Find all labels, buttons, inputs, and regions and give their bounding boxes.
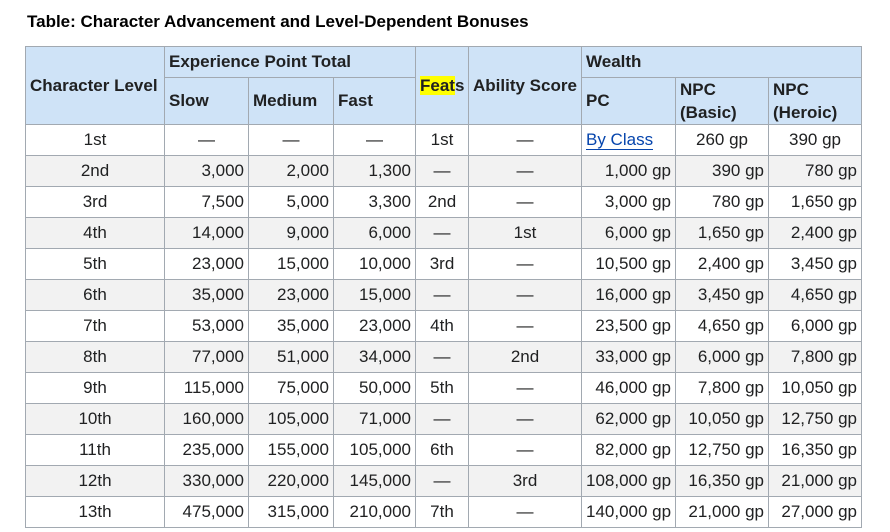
cell-slow: 160,000 bbox=[165, 404, 249, 435]
table-row bbox=[26, 249, 862, 280]
cell-feats: 4th bbox=[416, 311, 469, 342]
cell-ability: — bbox=[469, 125, 582, 156]
cell-ability: 1st bbox=[469, 218, 582, 249]
cell-pc bbox=[582, 125, 676, 156]
table-row bbox=[26, 466, 862, 497]
cell-level: 7th bbox=[26, 311, 165, 342]
cell-slow: 77,000 bbox=[165, 342, 249, 373]
cell-level: 13th bbox=[26, 497, 165, 528]
cell-medium: 5,000 bbox=[249, 187, 334, 218]
cell-npc-basic: 6,000 gp bbox=[676, 342, 769, 373]
cell-slow: 35,000 bbox=[165, 280, 249, 311]
header-medium: Medium bbox=[249, 78, 334, 125]
cell-level: 6th bbox=[26, 280, 165, 311]
cell-fast: 1,300 bbox=[334, 156, 416, 187]
cell-npc-basic: 780 gp bbox=[676, 187, 769, 218]
cell-level: 12th bbox=[26, 466, 165, 497]
table-row bbox=[26, 497, 862, 528]
cell-npc-basic: 16,350 gp bbox=[676, 466, 769, 497]
cell-medium: 75,000 bbox=[249, 373, 334, 404]
cell-npc-basic: 260 gp bbox=[676, 125, 769, 156]
cell-npc-heroic: 27,000 gp bbox=[769, 497, 862, 528]
header-xp-total: Experience Point Total bbox=[165, 47, 416, 78]
header-pc: PC bbox=[582, 78, 676, 125]
cell-slow: 7,500 bbox=[165, 187, 249, 218]
cell-medium: 315,000 bbox=[249, 497, 334, 528]
header-slow: Slow bbox=[165, 78, 249, 125]
table-row bbox=[26, 187, 862, 218]
cell-feats: — bbox=[416, 404, 469, 435]
cell-npc-basic: 390 gp bbox=[676, 156, 769, 187]
table-row bbox=[26, 125, 862, 156]
cell-level: 8th bbox=[26, 342, 165, 373]
cell-feats: 3rd bbox=[416, 249, 469, 280]
cell-level: 9th bbox=[26, 373, 165, 404]
cell-npc-heroic: 21,000 gp bbox=[769, 466, 862, 497]
cell-fast: 10,000 bbox=[334, 249, 416, 280]
cell-fast: 71,000 bbox=[334, 404, 416, 435]
cell-medium: 23,000 bbox=[249, 280, 334, 311]
cell-fast: 50,000 bbox=[334, 373, 416, 404]
cell-pc: 23,500 gp bbox=[582, 311, 676, 342]
cell-medium: — bbox=[249, 125, 334, 156]
cell-ability: — bbox=[469, 187, 582, 218]
cell-pc: 10,500 gp bbox=[582, 249, 676, 280]
header-wealth: Wealth bbox=[582, 47, 862, 78]
cell-medium: 15,000 bbox=[249, 249, 334, 280]
cell-ability: — bbox=[469, 249, 582, 280]
table-caption: Table: Character Advancement and Level-Dependent Bonuses bbox=[27, 12, 529, 31]
table-row bbox=[26, 435, 862, 466]
header-feats bbox=[416, 47, 469, 125]
cell-slow: 23,000 bbox=[165, 249, 249, 280]
cell-slow: 330,000 bbox=[165, 466, 249, 497]
cell-level: 1st bbox=[26, 125, 165, 156]
cell-fast: 23,000 bbox=[334, 311, 416, 342]
table-row bbox=[26, 373, 862, 404]
cell-npc-heroic: 12,750 gp bbox=[769, 404, 862, 435]
cell-npc-heroic: 390 gp bbox=[769, 125, 862, 156]
cell-pc: 1,000 gp bbox=[582, 156, 676, 187]
cell-feats: 7th bbox=[416, 497, 469, 528]
cell-pc: 62,000 gp bbox=[582, 404, 676, 435]
cell-feats: 5th bbox=[416, 373, 469, 404]
cell-fast: 210,000 bbox=[334, 497, 416, 528]
cell-fast: 145,000 bbox=[334, 466, 416, 497]
cell-level: 10th bbox=[26, 404, 165, 435]
cell-slow: 14,000 bbox=[165, 218, 249, 249]
cell-feats: — bbox=[416, 342, 469, 373]
header-npc-heroic: NPC (Heroic) bbox=[769, 78, 862, 125]
cell-feats: — bbox=[416, 280, 469, 311]
cell-medium: 105,000 bbox=[249, 404, 334, 435]
cell-ability: — bbox=[469, 497, 582, 528]
cell-slow: 115,000 bbox=[165, 373, 249, 404]
cell-npc-heroic: 1,650 gp bbox=[769, 187, 862, 218]
table-row bbox=[26, 342, 862, 373]
cell-feats: 1st bbox=[416, 125, 469, 156]
cell-level: 5th bbox=[26, 249, 165, 280]
cell-npc-heroic: 4,650 gp bbox=[769, 280, 862, 311]
cell-pc: 33,000 gp bbox=[582, 342, 676, 373]
table-row bbox=[26, 156, 862, 187]
cell-npc-basic: 10,050 gp bbox=[676, 404, 769, 435]
table-row bbox=[26, 311, 862, 342]
cell-npc-heroic: 7,800 gp bbox=[769, 342, 862, 373]
table-row bbox=[26, 280, 862, 311]
header-character-level: Character Level bbox=[26, 47, 165, 125]
cell-medium: 9,000 bbox=[249, 218, 334, 249]
cell-fast: — bbox=[334, 125, 416, 156]
cell-medium: 35,000 bbox=[249, 311, 334, 342]
cell-ability: 2nd bbox=[469, 342, 582, 373]
cell-medium: 155,000 bbox=[249, 435, 334, 466]
cell-fast: 105,000 bbox=[334, 435, 416, 466]
cell-pc: 82,000 gp bbox=[582, 435, 676, 466]
cell-npc-heroic: 780 gp bbox=[769, 156, 862, 187]
cell-npc-basic: 7,800 gp bbox=[676, 373, 769, 404]
header-npc-basic: NPC (Basic) bbox=[676, 78, 769, 125]
cell-feats: 2nd bbox=[416, 187, 469, 218]
table-row bbox=[26, 404, 862, 435]
cell-ability: — bbox=[469, 404, 582, 435]
cell-ability: — bbox=[469, 373, 582, 404]
table-row bbox=[26, 218, 862, 249]
cell-pc: 6,000 gp bbox=[582, 218, 676, 249]
by-class-link[interactable]: By Class bbox=[586, 130, 654, 149]
cell-feats: — bbox=[416, 156, 469, 187]
cell-npc-basic: 12,750 gp bbox=[676, 435, 769, 466]
cell-ability: — bbox=[469, 280, 582, 311]
cell-npc-basic: 1,650 gp bbox=[676, 218, 769, 249]
cell-npc-basic: 21,000 gp bbox=[676, 497, 769, 528]
cell-ability: — bbox=[469, 435, 582, 466]
cell-ability: 3rd bbox=[469, 466, 582, 497]
cell-npc-basic: 4,650 gp bbox=[676, 311, 769, 342]
cell-ability: — bbox=[469, 156, 582, 187]
cell-npc-basic: 2,400 gp bbox=[676, 249, 769, 280]
cell-pc: 3,000 gp bbox=[582, 187, 676, 218]
cell-slow: 475,000 bbox=[165, 497, 249, 528]
cell-npc-heroic: 10,050 gp bbox=[769, 373, 862, 404]
cell-slow: 53,000 bbox=[165, 311, 249, 342]
cell-feats: — bbox=[416, 466, 469, 497]
cell-npc-heroic: 16,350 gp bbox=[769, 435, 862, 466]
cell-pc: 46,000 gp bbox=[582, 373, 676, 404]
cell-slow: 235,000 bbox=[165, 435, 249, 466]
cell-fast: 34,000 bbox=[334, 342, 416, 373]
cell-medium: 2,000 bbox=[249, 156, 334, 187]
cell-pc: 16,000 gp bbox=[582, 280, 676, 311]
header-fast: Fast bbox=[334, 78, 416, 125]
cell-pc: 140,000 gp bbox=[582, 497, 676, 528]
cell-npc-heroic: 3,450 gp bbox=[769, 249, 862, 280]
cell-pc: 108,000 gp bbox=[582, 466, 676, 497]
cell-slow: — bbox=[165, 125, 249, 156]
cell-feats: — bbox=[416, 218, 469, 249]
cell-fast: 3,300 bbox=[334, 187, 416, 218]
cell-slow: 3,000 bbox=[165, 156, 249, 187]
cell-level: 4th bbox=[26, 218, 165, 249]
cell-npc-basic: 3,450 gp bbox=[676, 280, 769, 311]
feats-suffix: s bbox=[454, 75, 465, 95]
cell-medium: 220,000 bbox=[249, 466, 334, 497]
cell-npc-heroic: 6,000 gp bbox=[769, 311, 862, 342]
cell-feats: 6th bbox=[416, 435, 469, 466]
cell-level: 2nd bbox=[26, 156, 165, 187]
header-ability-score: Ability Score bbox=[469, 47, 582, 125]
advancement-table bbox=[25, 46, 862, 528]
cell-level: 3rd bbox=[26, 187, 165, 218]
cell-npc-heroic: 2,400 gp bbox=[769, 218, 862, 249]
feats-highlight: Feat bbox=[420, 75, 455, 95]
cell-ability: — bbox=[469, 311, 582, 342]
cell-medium: 51,000 bbox=[249, 342, 334, 373]
cell-fast: 6,000 bbox=[334, 218, 416, 249]
cell-level: 11th bbox=[26, 435, 165, 466]
cell-fast: 15,000 bbox=[334, 280, 416, 311]
